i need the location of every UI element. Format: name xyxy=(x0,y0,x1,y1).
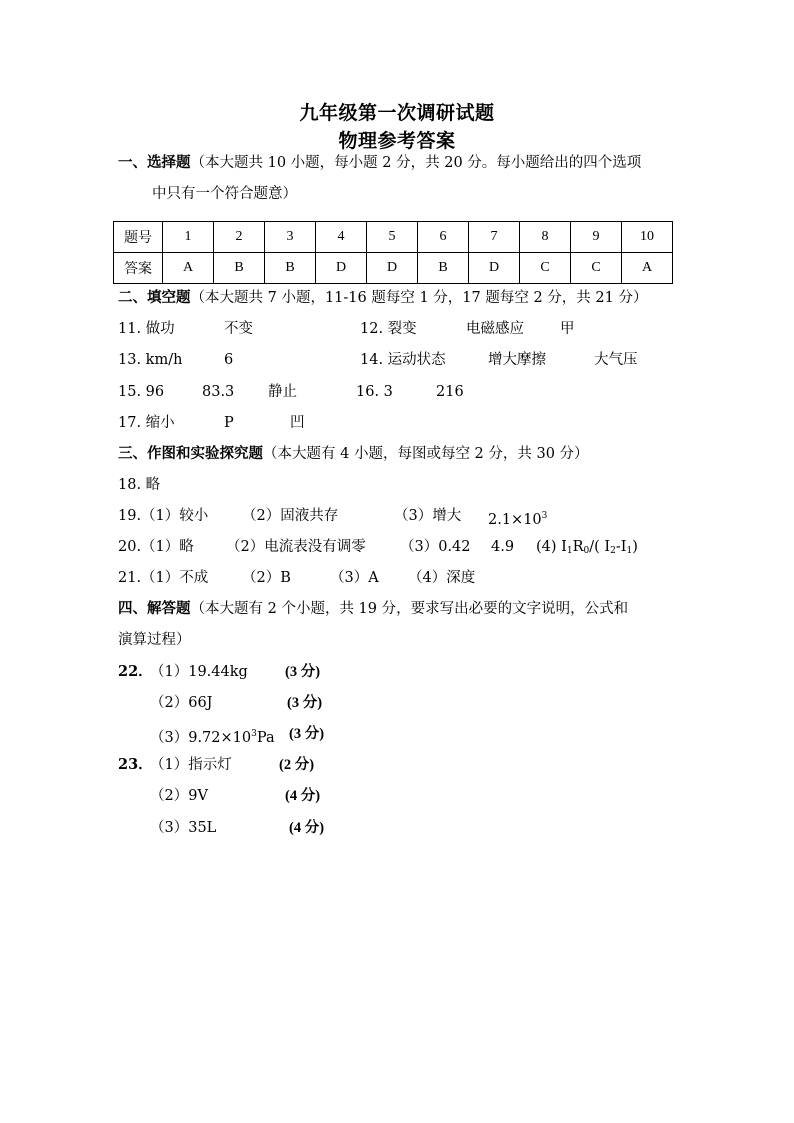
table-cell: B xyxy=(265,253,316,284)
answer-22-2: （2）66J xyxy=(150,695,213,711)
formula-sub: 1 xyxy=(566,546,573,556)
answer-16: 16. 3 xyxy=(356,384,393,400)
answer-13: 13. km/h xyxy=(118,352,183,368)
answer-14-b: 增大摩擦 xyxy=(488,352,546,368)
table-cell: 3 xyxy=(265,222,316,253)
table-cell: 9 xyxy=(571,222,622,253)
answer-19-d-base: 2.1×10 xyxy=(488,512,542,528)
table-cell: C xyxy=(520,253,571,284)
answer-19-c: （3）增大 xyxy=(394,508,462,524)
table-cell: 1 xyxy=(163,222,214,253)
table-cell: 10 xyxy=(622,222,673,253)
answer-15: 15. 96 xyxy=(118,384,165,400)
answer-21: 21.（1）不成 xyxy=(118,570,209,586)
formula-part: -I xyxy=(615,539,627,555)
section-1-header xyxy=(118,153,641,173)
answer-22-3 xyxy=(150,724,275,748)
answer-14-c: 大气压 xyxy=(594,352,638,368)
table-cell: 8 xyxy=(520,222,571,253)
answer-16-b: 216 xyxy=(436,384,464,400)
section-3-desc: （本大题有 4 小题，每图或每空 2 分，共 30 分） xyxy=(263,446,589,462)
answer-14: 14. 运动状态 xyxy=(360,352,446,368)
section-1-desc-cont: 中只有一个符合题意） xyxy=(152,186,297,202)
points-22-2: (3 分) xyxy=(287,695,323,711)
section-3-heading: 三、作图和实验探究题 xyxy=(118,445,263,462)
table-cell: 4 xyxy=(316,222,367,253)
section-4-header xyxy=(118,599,628,619)
answer-19-b: （2）固液共存 xyxy=(242,508,339,524)
answer-17-c: 凹 xyxy=(290,415,305,431)
answer-19-d xyxy=(488,506,547,530)
table-cell: 5 xyxy=(367,222,418,253)
table-cell: D xyxy=(367,253,418,284)
answer-20-formula xyxy=(536,537,638,561)
answer-key-title: 物理参考答案 xyxy=(338,130,456,152)
table-cell: 7 xyxy=(469,222,520,253)
answer-13-b: 6 xyxy=(224,352,234,368)
answer-22-1: （1）19.44kg xyxy=(150,664,248,680)
table-cell: A xyxy=(163,253,214,284)
answer-23-1: （1）指示灯 xyxy=(150,757,232,773)
answer-12-b: 电磁感应 xyxy=(466,321,524,337)
table-label-answer: 答案 xyxy=(114,253,163,284)
table-label-number: 题号 xyxy=(114,222,163,253)
answer-20-c: （3）0.42 xyxy=(400,539,471,555)
table-row-numbers xyxy=(114,222,673,253)
section-1-desc: （本大题共 10 小题，每小题 2 分，共 20 分。每小题给出的四个选项 xyxy=(190,155,642,171)
answer-23-2: （2）9V xyxy=(150,788,208,804)
formula-sub: 1 xyxy=(626,546,633,556)
table-cell: 2 xyxy=(214,222,265,253)
table-cell: D xyxy=(316,253,367,284)
formula-part: /( I xyxy=(589,539,611,555)
section-3-header xyxy=(118,444,589,464)
points-23-2: (4 分) xyxy=(285,788,321,804)
section-4-desc-cont: 演算过程） xyxy=(118,632,191,648)
answer-11: 11. 做功 xyxy=(118,321,175,337)
answer-17: 17. 缩小 xyxy=(118,415,175,431)
points-23-1: (2 分) xyxy=(279,757,315,773)
answer-20-b: （2）电流表没有调零 xyxy=(226,539,366,555)
answer-19: 19.（1）较小 xyxy=(118,508,209,524)
section-2-header xyxy=(118,288,647,308)
answer-20-d: 4.9 xyxy=(491,539,515,555)
answer-17-b: P xyxy=(224,415,234,431)
section-4-desc: （本大题有 2 个小题，共 19 分，要求写出必要的文字说明，公式和 xyxy=(190,601,629,617)
table-cell: C xyxy=(571,253,622,284)
answer-23-3: （3）35L xyxy=(150,820,217,836)
formula-sub: 2 xyxy=(610,546,616,556)
section-2-heading: 二、填空题 xyxy=(118,289,191,306)
section-4-heading: 四、解答题 xyxy=(118,600,191,617)
table-cell: A xyxy=(622,253,673,284)
answer-22-3-exp: 3 xyxy=(251,729,257,739)
answer-12: 12. 裂变 xyxy=(360,321,417,337)
formula-part: ) xyxy=(632,539,638,555)
table-row-answers xyxy=(114,253,673,284)
question-23-number: 23． xyxy=(118,756,153,773)
section-2-desc: （本大题共 7 小题，11-16 题每空 1 分，17 题每空 2 分，共 21 分） xyxy=(190,290,648,306)
table-cell: B xyxy=(214,253,265,284)
formula-part: R xyxy=(572,539,584,555)
table-cell: D xyxy=(469,253,520,284)
answer-15-c: 静止 xyxy=(268,384,297,400)
formula-sub: 0 xyxy=(583,546,590,556)
answer-21-b: （2）B xyxy=(242,570,291,586)
answer-19-d-exp: 3 xyxy=(541,511,548,521)
answer-21-d: （4）深度 xyxy=(408,570,476,586)
answer-12-c: 甲 xyxy=(560,321,575,337)
choice-answer-table xyxy=(113,221,673,284)
table-cell: 6 xyxy=(418,222,469,253)
answer-22-3-base: （3）9.72×10 xyxy=(150,730,252,746)
answer-15-b: 83.3 xyxy=(202,384,235,400)
points-22-1: (3 分) xyxy=(285,664,321,680)
section-1-heading: 一、选择题 xyxy=(118,154,191,171)
answer-21-c: （3）A xyxy=(330,570,379,586)
answer-22-3-unit: Pa xyxy=(256,730,275,746)
answer-18: 18. 略 xyxy=(118,477,161,493)
answer-11-b: 不变 xyxy=(224,321,253,337)
exam-title: 九年级第一次调研试题 xyxy=(299,102,495,124)
question-22-number: 22． xyxy=(118,663,153,680)
formula-part: (4) I xyxy=(536,539,567,555)
points-22-3: (3 分) xyxy=(289,726,325,742)
table-cell: B xyxy=(418,253,469,284)
answer-20: 20.（1）略 xyxy=(118,539,194,555)
points-23-3: (4 分) xyxy=(289,820,325,836)
